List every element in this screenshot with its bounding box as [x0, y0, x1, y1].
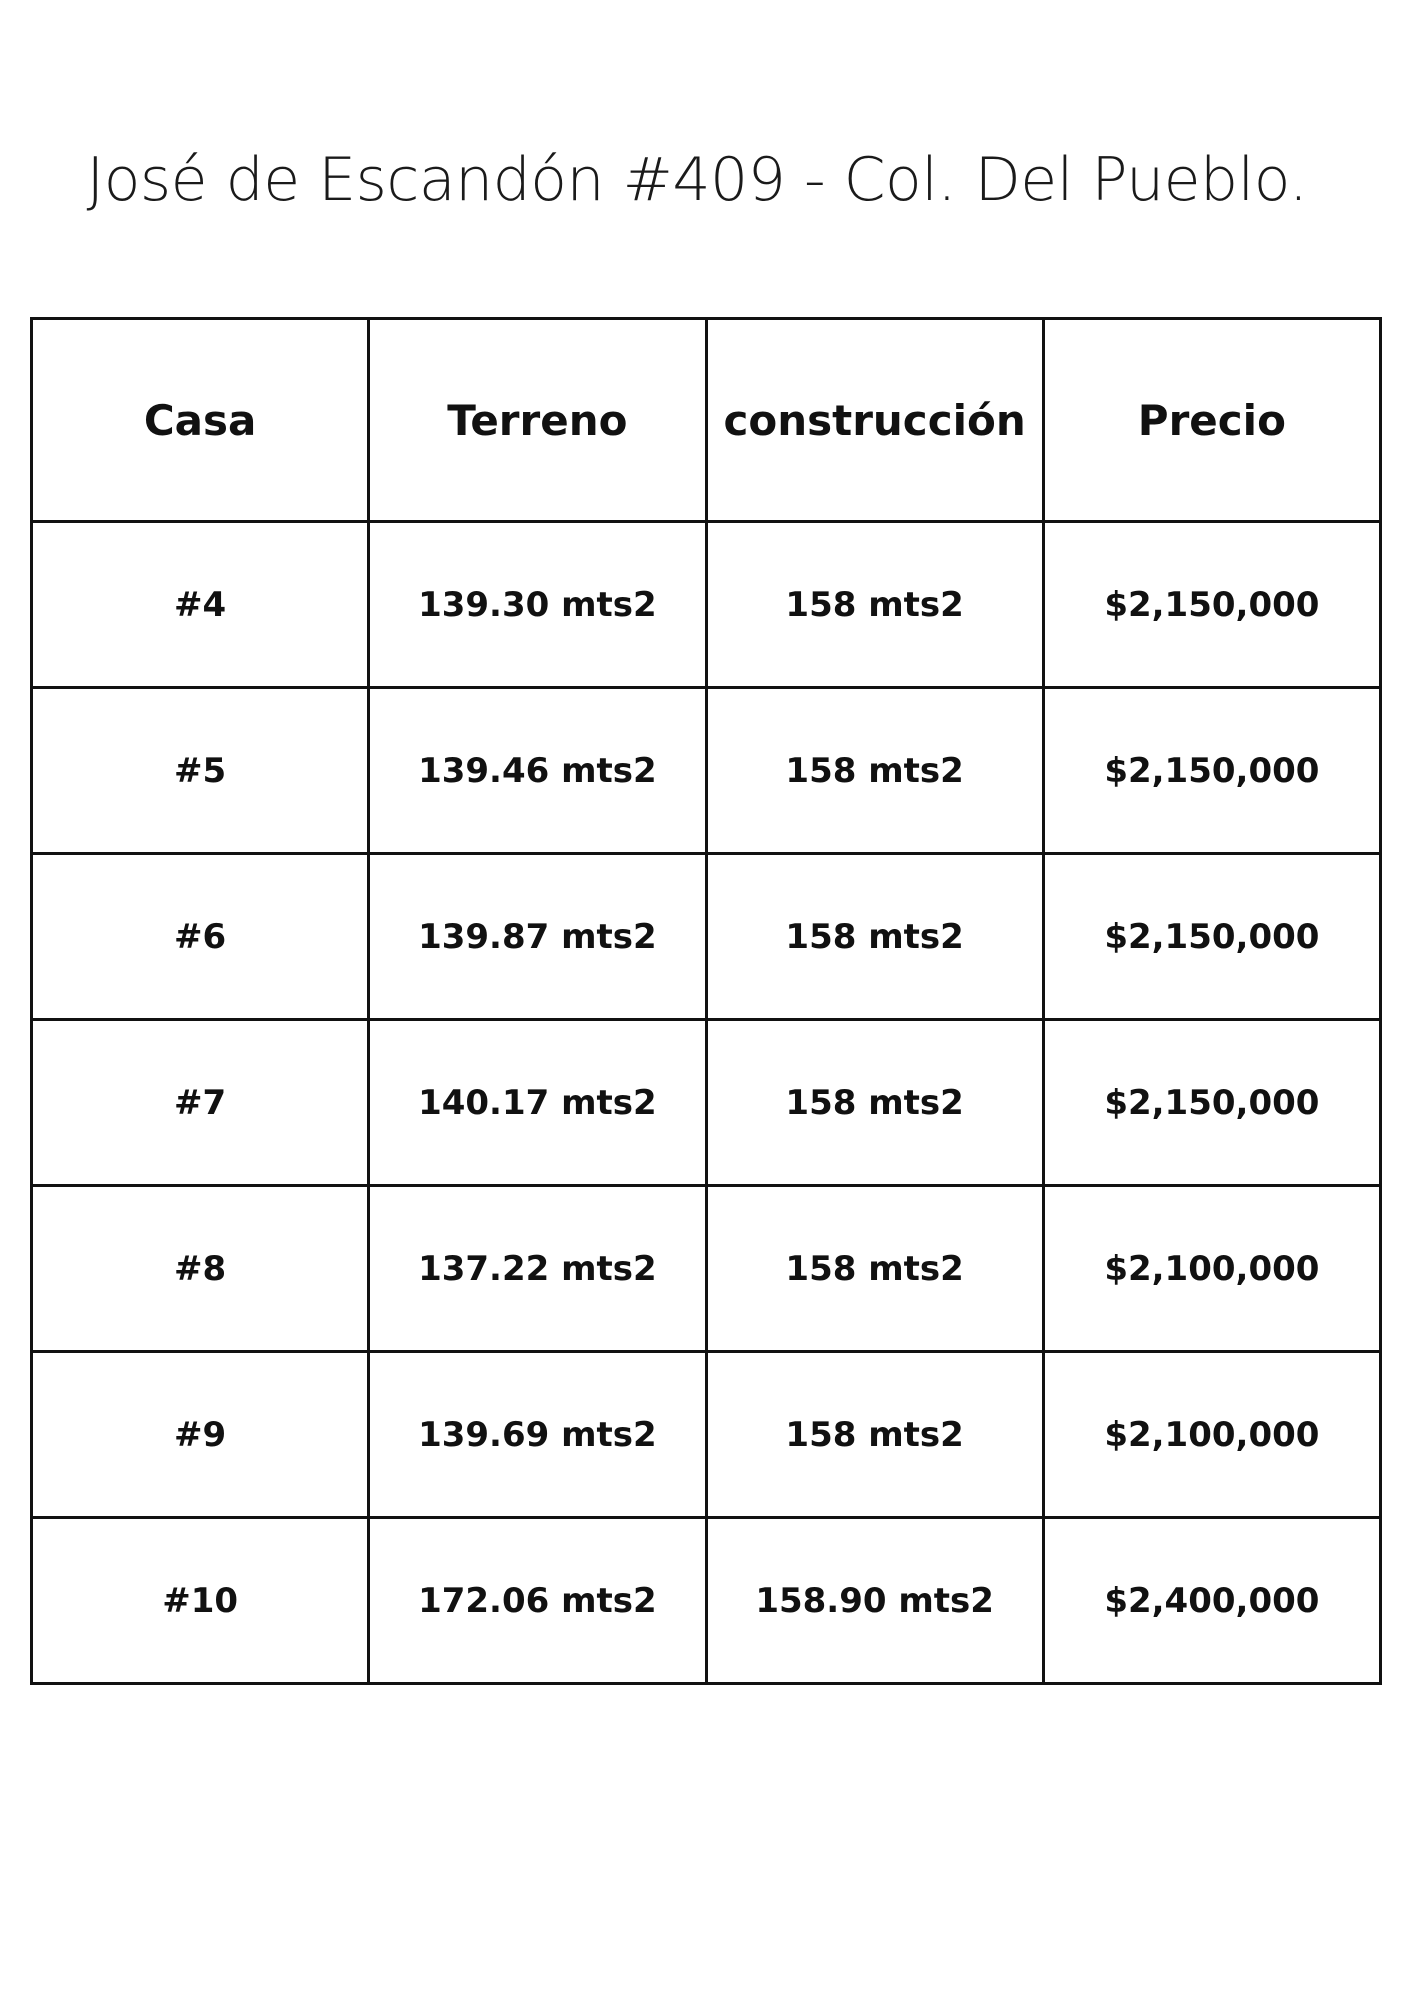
- price-table: [30, 317, 1382, 1685]
- cell-precio: $2,150,000: [1043, 1020, 1380, 1186]
- header-terreno: Terreno: [369, 319, 706, 522]
- table-body: [32, 522, 1381, 1684]
- cell-terreno: 172.06 mts2: [369, 1518, 706, 1684]
- cell-construccion: 158.90 mts2: [706, 1518, 1043, 1684]
- table-row: [32, 1518, 1381, 1684]
- cell-precio: $2,150,000: [1043, 522, 1380, 688]
- table-header: [32, 319, 1381, 522]
- header-casa: Casa: [32, 319, 369, 522]
- cell-precio: $2,150,000: [1043, 688, 1380, 854]
- cell-casa: #10: [32, 1518, 369, 1684]
- cell-construccion: 158 mts2: [706, 854, 1043, 1020]
- cell-terreno: 139.87 mts2: [369, 854, 706, 1020]
- table-row: [32, 1186, 1381, 1352]
- cell-casa: #8: [32, 1186, 369, 1352]
- cell-terreno: 139.46 mts2: [369, 688, 706, 854]
- cell-construccion: 158 mts2: [706, 1352, 1043, 1518]
- cell-precio: $2,100,000: [1043, 1186, 1380, 1352]
- cell-precio: $2,400,000: [1043, 1518, 1380, 1684]
- cell-casa: #4: [32, 522, 369, 688]
- cell-construccion: 158 mts2: [706, 688, 1043, 854]
- cell-terreno: 139.30 mts2: [369, 522, 706, 688]
- table-row: [32, 1352, 1381, 1518]
- cell-casa: #9: [32, 1352, 369, 1518]
- cell-terreno: 137.22 mts2: [369, 1186, 706, 1352]
- cell-casa: #7: [32, 1020, 369, 1186]
- cell-terreno: 140.17 mts2: [369, 1020, 706, 1186]
- cell-casa: #5: [32, 688, 369, 854]
- cell-casa: #6: [32, 854, 369, 1020]
- header-precio: Precio: [1043, 319, 1380, 522]
- table-row: [32, 522, 1381, 688]
- cell-construccion: 158 mts2: [706, 522, 1043, 688]
- header-construccion: construcción: [706, 319, 1043, 522]
- cell-precio: $2,100,000: [1043, 1352, 1380, 1518]
- cell-construccion: 158 mts2: [706, 1020, 1043, 1186]
- page-title: José de Escandón #409 - Col. Del Pueblo.: [86, 145, 1308, 215]
- cell-terreno: 139.69 mts2: [369, 1352, 706, 1518]
- table-row: [32, 854, 1381, 1020]
- cell-precio: $2,150,000: [1043, 854, 1380, 1020]
- cell-construccion: 158 mts2: [706, 1186, 1043, 1352]
- table-row: [32, 1020, 1381, 1186]
- table-row: [32, 688, 1381, 854]
- header-row: [32, 319, 1381, 522]
